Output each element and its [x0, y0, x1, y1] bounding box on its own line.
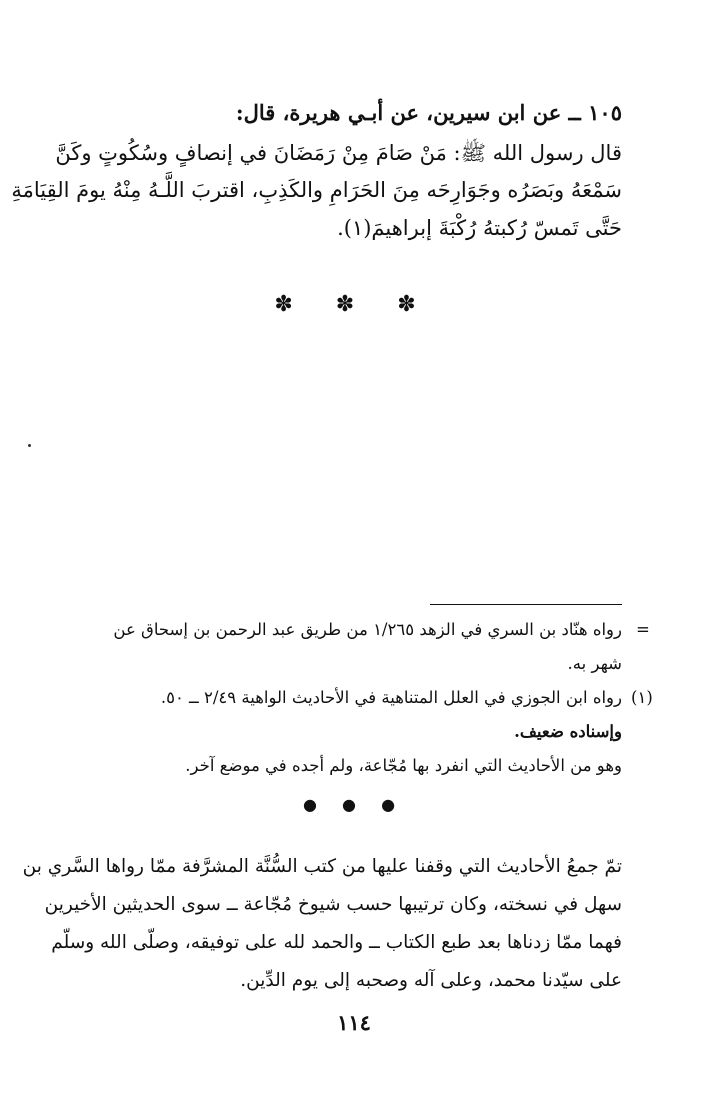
bullet-separator: ● ● ●: [302, 795, 406, 814]
closing-paragraph-line: على سيّدنا محمد، وعلى آله وصحبه إلى يوم الدِّين.: [240, 970, 622, 991]
stray-dot: [28, 444, 31, 447]
closing-paragraph-line: تمّ جمعُ الأحاديث التي وقفنا عليها من كتب السُّنَّة المشرَّفة ممّا رواها السَّري بن: [22, 856, 622, 877]
star-separator: ✽ ✽ ✽: [274, 292, 434, 317]
footnote-continuation-line: رواه هنّاد بن السري في الزهد ١/٢٦٥ من طريق عبد الرحمن بن إسحاق عن: [113, 620, 622, 639]
closing-paragraph-line: فهما ممّا زدناها بعد طبع الكتاب ــ والحمد لله على توفيقه، وصلّى الله وسلّم: [51, 932, 622, 953]
hadith-text-line: سَمْعَهُ وبَصَرُه وجَوَارِحَه مِنَ الحَرَامِ والكَذِبِ، اقتربَ اللَّـهُ مِنْهُ يومَ القِيَامَةِ: [11, 178, 622, 202]
footnote-1-marker: (١): [631, 688, 653, 707]
hadith-number-line: ١٠٥ ــ عن ابن سيرين، عن أبـي هريرة، قال:: [235, 100, 622, 125]
hadith-text-line: حَتَّى تَمسّ رُكبتهُ رُكْبَةَ إبراهيمَ(١).: [337, 216, 622, 240]
footnote-1-line: وإسناده ضعيف.: [514, 722, 622, 741]
hadith-text-line: قال رسول الله ﷺ: مَنْ صَامَ مِنْ رَمَضَانَ في إنصافٍ وسُكُوتٍ وكَنَّ: [55, 141, 622, 165]
page-number: ١١٤: [337, 1010, 371, 1035]
closing-paragraph-line: سهل في نسخته، وكان ترتيبها حسب شيوخ مُجّاعة ــ سوى الحديثين الأخيرين: [44, 894, 622, 915]
footnote-1-line: رواه ابن الجوزي في العلل المتناهية في الأحاديث الواهية ٢/٤٩ ــ ٥٠.: [160, 688, 622, 707]
footnote-1-line: وهو من الأحاديث التي انفرد بها مُجّاعة، ولم أجده في موضع آخر.: [185, 756, 622, 775]
footnote-rule: [430, 604, 622, 605]
footnote-continuation-marker: =: [636, 620, 650, 639]
footnote-continuation-line: شهر به.: [567, 654, 622, 673]
